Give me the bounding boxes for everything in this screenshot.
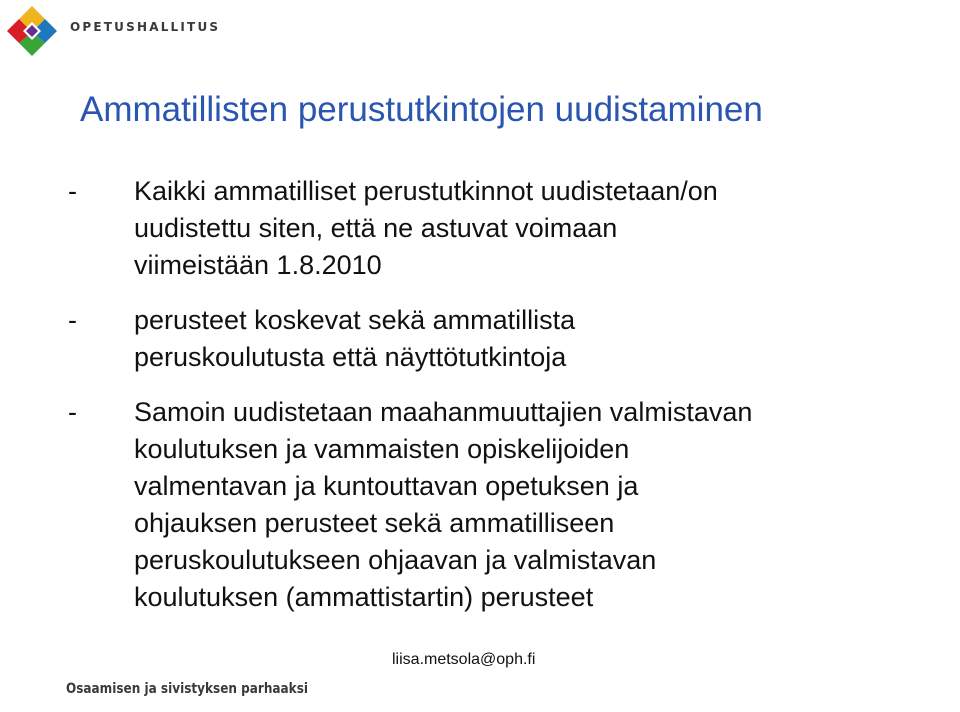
bullet-line: perusteet koskevat sekä ammatillista xyxy=(134,305,576,335)
logo-text: OPETUSHALLITUS xyxy=(70,20,221,34)
bullet-marker: - xyxy=(68,305,77,335)
bullet-line: peruskoulutukseen ohjaavan ja valmistavan xyxy=(134,545,657,575)
bullet-item xyxy=(62,173,942,284)
bullet-marker: - xyxy=(68,176,77,206)
footer-email: liisa.metsola@oph.fi xyxy=(392,651,536,668)
diamond-logo-icon xyxy=(5,4,59,58)
bullet-line: koulutuksen ja vammaisten opiskelijoiden xyxy=(134,434,630,464)
header xyxy=(0,0,960,60)
bullet-marker: - xyxy=(68,397,77,427)
bullet-line: Kaikki ammatilliset perustutkinnot uudistetaan/on xyxy=(134,176,718,206)
bullet-line: Samoin uudistetaan maahanmuuttajien valmistavan xyxy=(134,397,753,427)
bullet-item xyxy=(62,394,942,616)
slide-title: Ammatillisten perustutkintojen uudistaminen xyxy=(80,90,763,129)
bullet-line: ohjauksen perusteet sekä ammatilliseen xyxy=(134,508,615,538)
bullet-list xyxy=(62,173,942,634)
bullet-line: viimeistään 1.8.2010 xyxy=(134,250,382,280)
bullet-item xyxy=(62,302,942,376)
slogan-text: Osaamisen ja sivistyksen parhaaksi xyxy=(66,681,308,697)
bullet-line: valmentavan ja kuntouttavan opetuksen ja xyxy=(134,471,639,501)
bullet-line: uudistettu siten, että ne astuvat voimaan xyxy=(134,213,618,243)
slogan-logo xyxy=(66,676,312,700)
bullet-line: peruskoulutusta että näyttötutkintoja xyxy=(134,342,567,372)
bullet-line: koulutuksen (ammattistartin) perusteet xyxy=(134,582,594,612)
